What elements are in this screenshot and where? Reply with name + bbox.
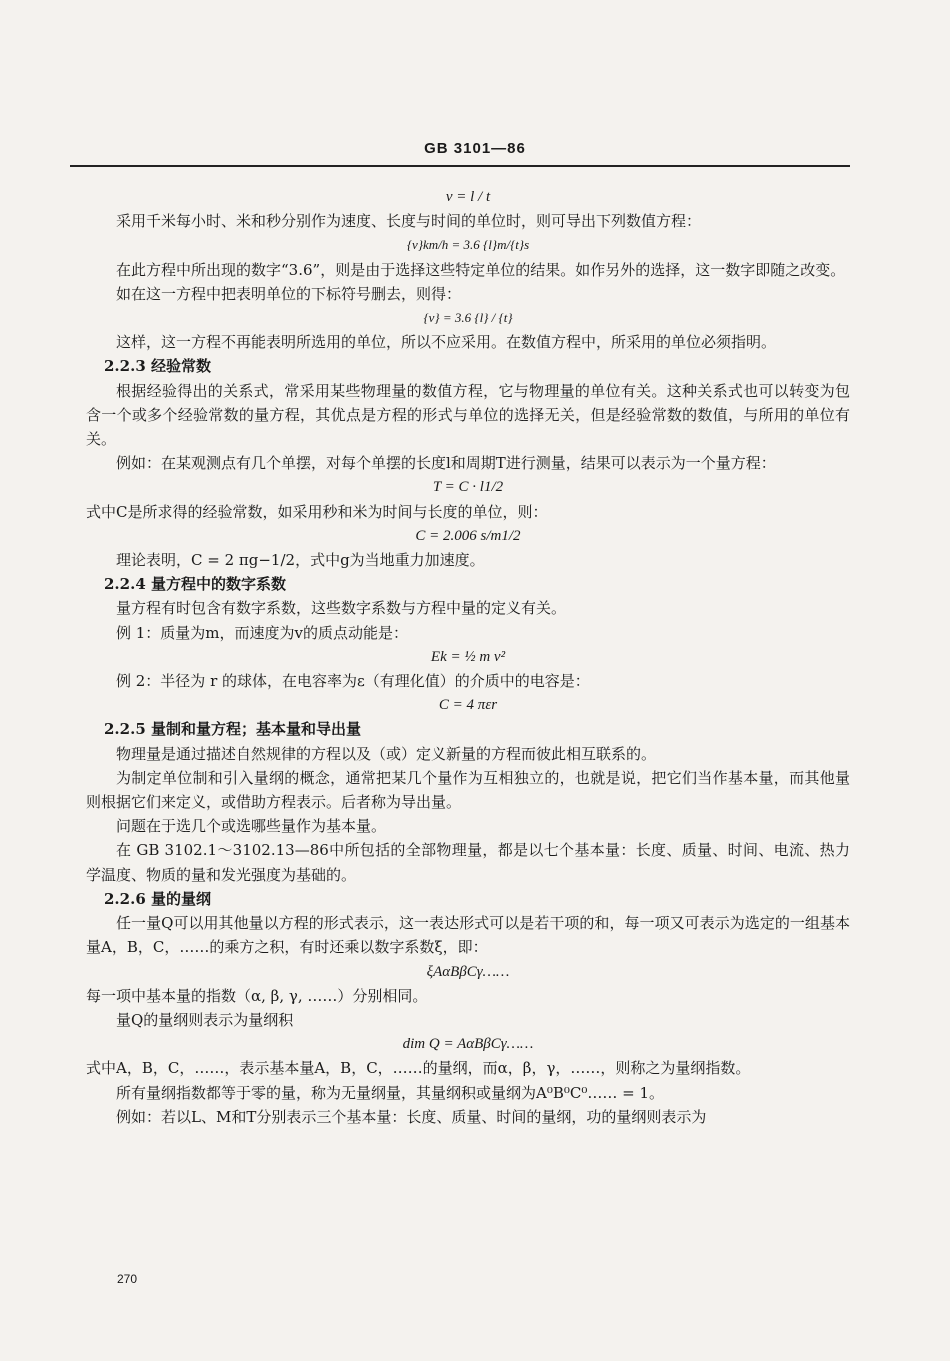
paragraph: 为制定单位制和引入量纲的概念，通常把某几个量作为互相独立的，也就是说，把它们当作基本量，而其他量则根据它们来定义，或借助方程表示。后者称为导出量。 xyxy=(86,768,850,812)
section-heading-2-2-5: 2.2.5 量制和量方程；基本量和导出量 xyxy=(104,720,361,739)
paragraph: 式中A，B，C，……，表示基本量A，B，C，……的量纲，而α，β，γ，……，则称之为量纲指数。 xyxy=(86,1059,751,1078)
paragraph: 式中C是所求得的经验常数，如采用秒和米为时间与长度的单位，则： xyxy=(86,502,548,521)
paragraph: 量Q的量纲则表示为量纲积 xyxy=(116,1010,294,1029)
equation-pendulum: T = C · l1/2 xyxy=(432,479,504,496)
paragraph: 任一量Q可以用其他量以方程的形式表示，这一表达形式可以是若干项的和，每一项又可表示为选定的一组基本量A，B，C，……的乘方之积，有时还乘以数字系数ξ，即： xyxy=(86,914,850,957)
equation-numeric-stripped: {v} = 3.6 {l} / {t} xyxy=(423,310,513,326)
equation-velocity: v = l / t xyxy=(445,189,491,205)
paragraph: 在此方程中所出现的数字“3.6”，则是由于选择这些特定单位的结果。如作另外的选择，这一数字即随之改变。 xyxy=(116,260,846,279)
paragraph: 理论表明，C = 2 πg−1/2，式中g为当地重力加速度。 xyxy=(116,551,485,570)
equation-term: ξAαBβCγ…… xyxy=(426,963,510,980)
paragraph: 物理量是通过描述自然规律的方程以及（或）定义新量的方程而彼此相互联系的。 xyxy=(116,744,657,763)
section-heading-2-2-3: 2.2.3 经验常数 xyxy=(104,357,211,376)
paragraph: 这样，这一方程不再能表明所选用的单位，所以不应采用。在数值方程中，所采用的单位必须指明。 xyxy=(116,333,777,352)
page-number: 270 xyxy=(117,1272,138,1286)
equation-dimension: dim Q = AαBβCγ…… xyxy=(402,1036,534,1053)
paragraph: 根据经验得出的关系式，常采用某些物理量的数值方程，它与物理量的单位有关。这种关系式也可以转变为包含一个或多个经验常数的量方程，其优点是方程的形式与单位的选择无关，但是经验常数的数值，与所用的单位有关。 xyxy=(86,381,850,449)
equation-numeric: {v}km/h = 3.6 {l}m/{t}s xyxy=(406,237,530,253)
section-heading-2-2-6: 2.2.6 量的量纲 xyxy=(104,889,211,908)
paragraph: 每一项中基本量的指数（α, β, γ, ……）分别相同。 xyxy=(86,986,428,1005)
equation-capacitance: C = 4 πεr xyxy=(438,697,498,714)
paragraph: 如在这一方程中把表明单位的下标符号删去，则得： xyxy=(116,284,462,303)
paragraph: 例 2：半径为 r 的球体，在电容率为ε（有理化值）的介质中的电容是： xyxy=(116,672,590,691)
paragraph: 采用千米每小时、米和秒分别作为速度、长度与时间的单位时，则可导出下列数值方程： xyxy=(116,212,702,231)
equation-constant: C = 2.006 s/m1/2 xyxy=(415,527,521,544)
equation-kinetic-energy: Ek = ½ m v² xyxy=(430,648,506,665)
paragraph: 例 1：质量为m，而速度为v的质点动能是： xyxy=(116,623,409,642)
paragraph: 所有量纲指数都等于零的量，称为无量纲量，其量纲积或量纲为A⁰B⁰C⁰…… = 1。 xyxy=(116,1083,665,1102)
paragraph: 问题在于选几个或选哪些量作为基本量。 xyxy=(116,817,387,836)
paragraph: 在 GB 3102.1～3102.13—86中所包括的全部物理量，都是以七个基本量：长度、质量、时间、电流、热力学温度、物质的量和发光强度为基础的。 xyxy=(86,841,850,884)
header-rule xyxy=(70,165,850,167)
page-header: GB 3101—86 xyxy=(424,140,526,157)
paragraph: 量方程有时包含有数字系数，这些数字系数与方程中量的定义有关。 xyxy=(116,599,567,618)
paragraph: 例如：若以L、M和T分别表示三个基本量：长度、质量、时间的量纲，功的量纲则表示为 xyxy=(116,1107,707,1126)
section-heading-2-2-4: 2.2.4 量方程中的数字系数 xyxy=(104,575,286,594)
paragraph: 例如：在某观测点有几个单摆，对每个单摆的长度l和周期T进行测量，结果可以表示为一个量方程： xyxy=(116,454,776,473)
body-text xyxy=(86,185,850,1129)
